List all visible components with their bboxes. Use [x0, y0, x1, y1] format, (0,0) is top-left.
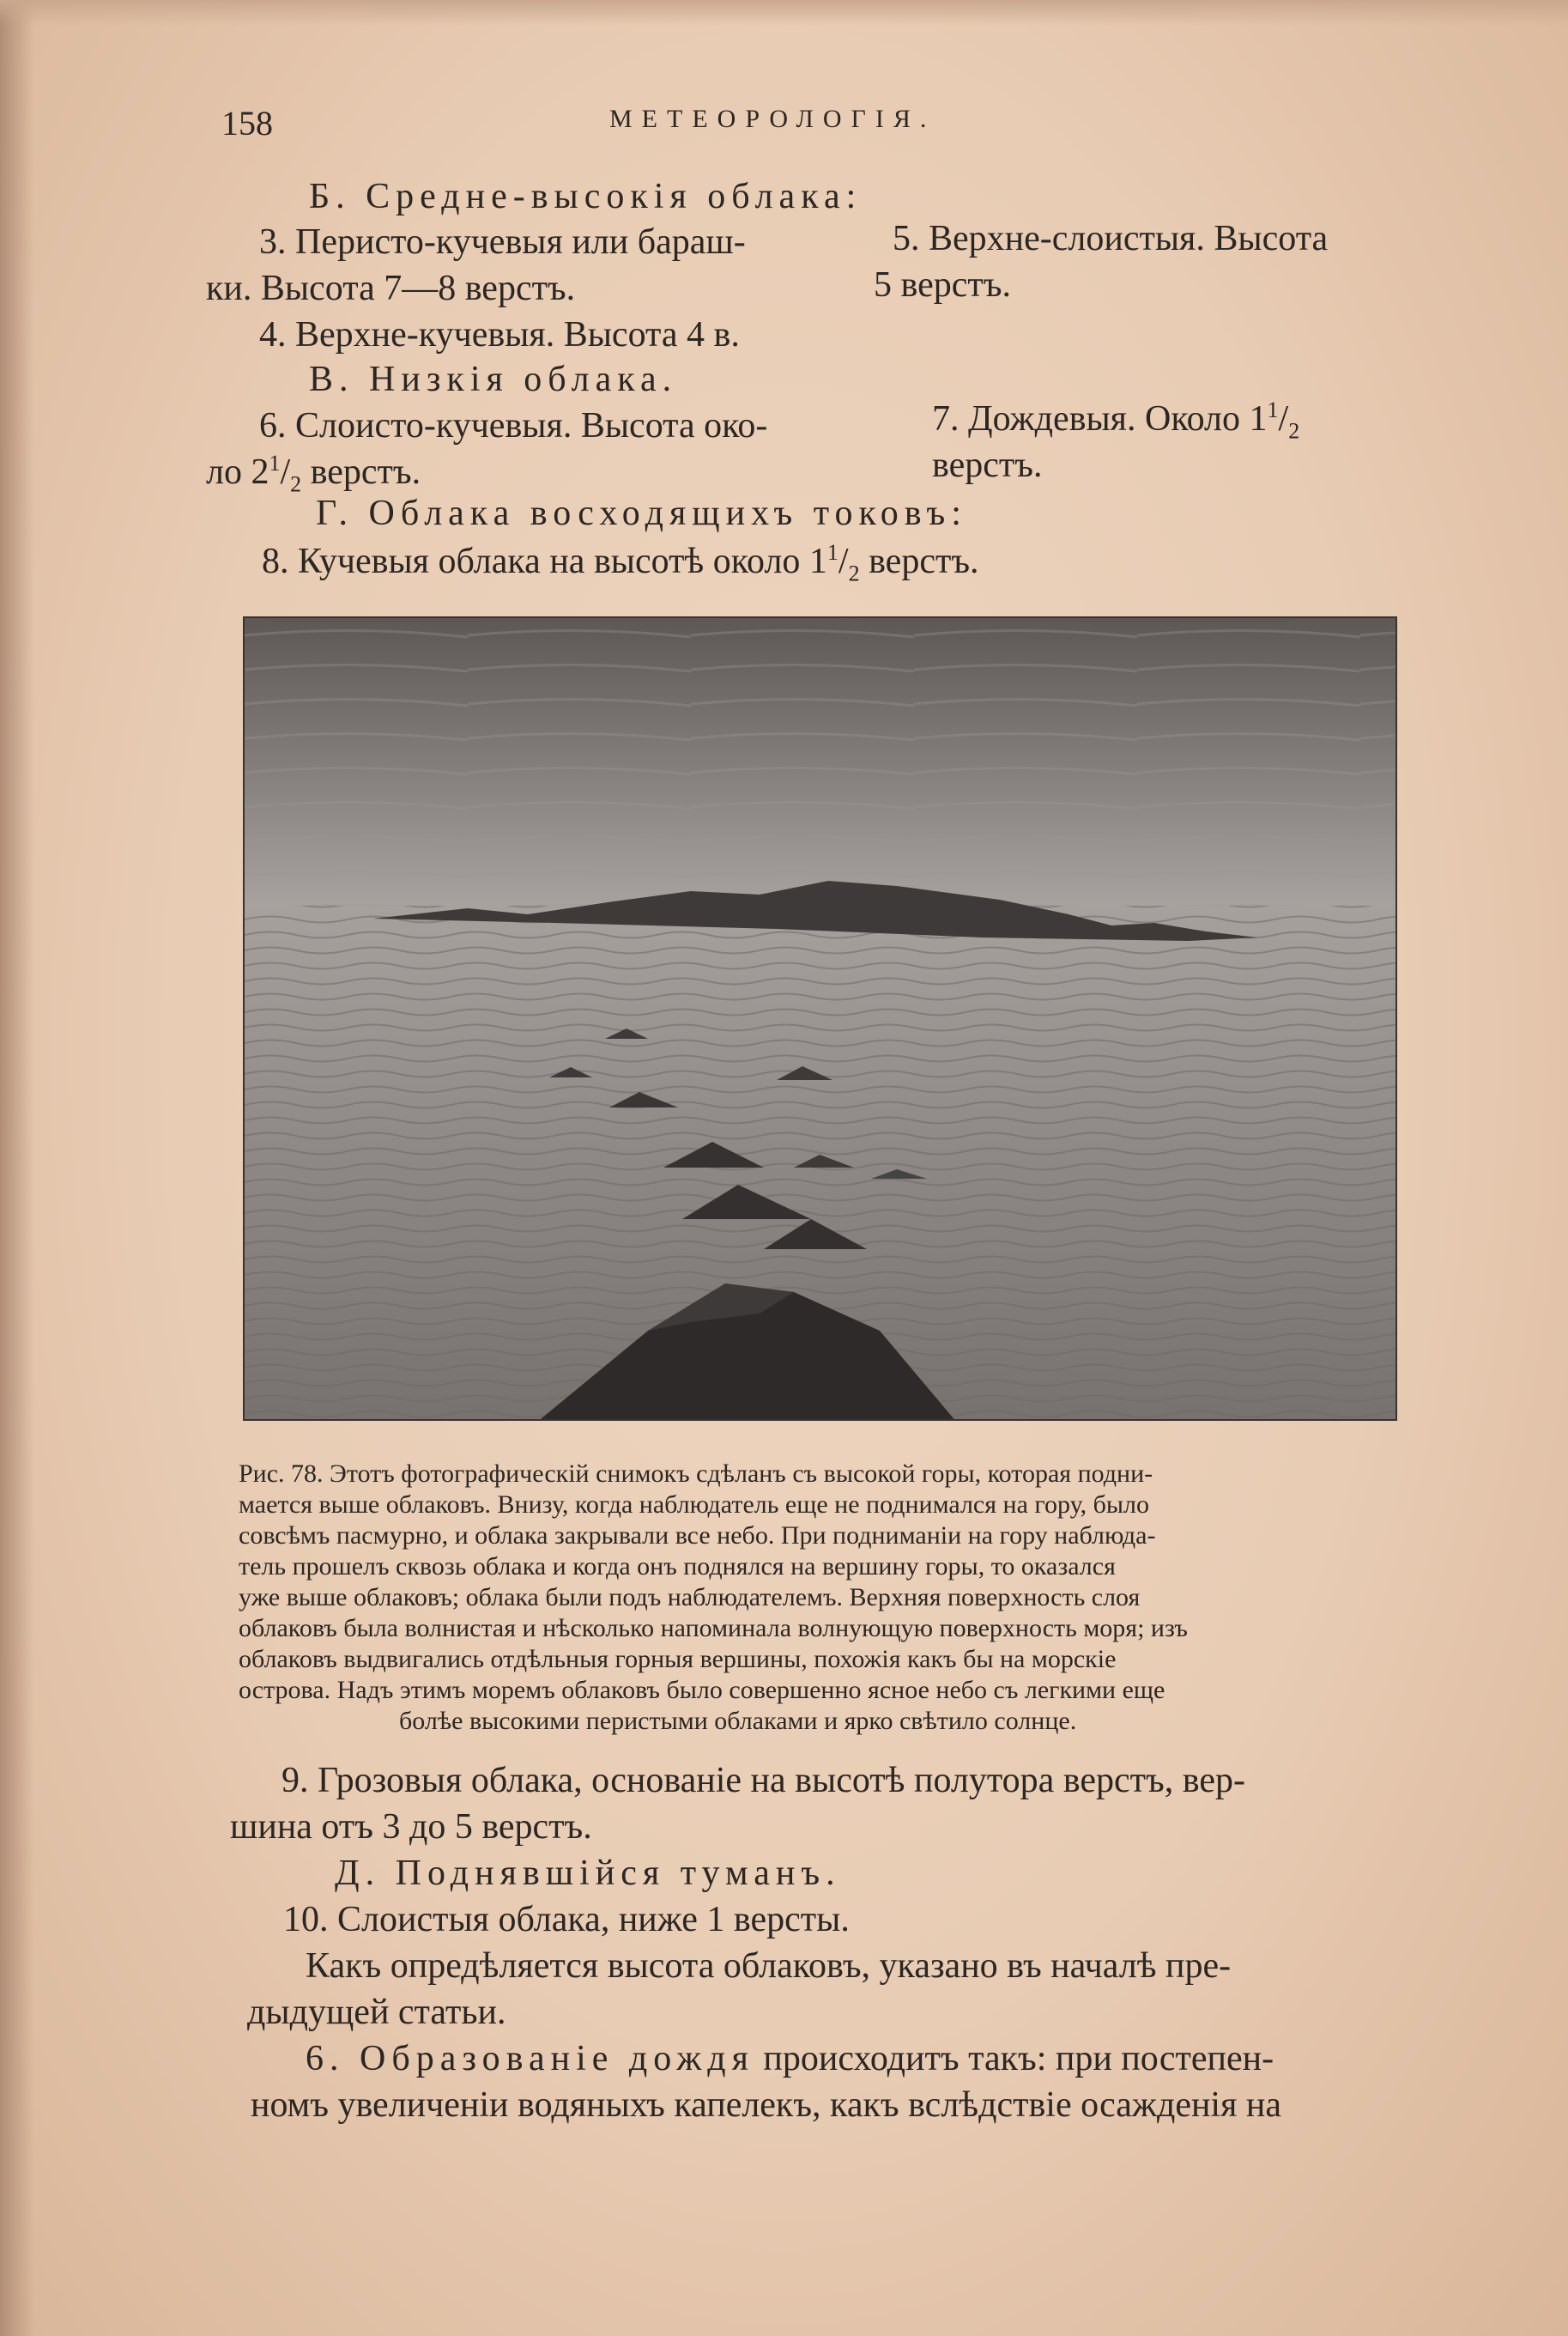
paragraph-1-line-2: дыдущей статьи.: [247, 1993, 506, 2032]
caption-line-2: мается выше облаковъ. Внизу, когда наблюдатель еще не поднимался на гору, было: [239, 1490, 1149, 1519]
caption-line-9: болѣе высокими перистыми облаками и ярко свѣтило солнце.: [399, 1707, 1077, 1735]
section-v-heading: В. Низкiя облака.: [309, 360, 678, 399]
item-6-line-2: ло $2^1/_2$ верстъ.: [206, 451, 421, 497]
item-10: 10. Слоистыя облака, ниже 1 версты.: [283, 1900, 850, 1939]
caption-line-4: тель прошелъ сквозь облака и когда онъ поднялся на вершину горы, то оказался: [239, 1552, 1116, 1581]
item-5-line-1: 5. Верхне-слоистыя. Высота: [893, 219, 1329, 258]
caption-line-8: острова. Надъ этимъ моремъ облаковъ было совершенно ясное небо съ легкими еще: [239, 1676, 1165, 1704]
section-d-heading: Д. Поднявшiйся туманъ.: [335, 1854, 841, 1893]
caption-line-6: облаковъ была волнистая и нѣсколько напоминала волнующую поверхность моря; изъ: [239, 1614, 1188, 1642]
item-5-line-2: 5 верстъ.: [874, 265, 1011, 305]
item-6-line-1: 6. Слоисто-кучевыя. Высота око-: [259, 406, 768, 446]
item-3-line-2: ки. Высота 7—8 верстъ.: [206, 269, 576, 308]
cloud-sea-photograph: [243, 616, 1397, 1421]
caption-line-7: облаковъ выдвигались отдѣльныя горныя вершины, похожiя какъ бы на морскiе: [239, 1645, 1117, 1673]
section-g-heading: Г. Облака восходящихъ токовъ:: [316, 494, 967, 533]
caption-line-5: уже выше облаковъ; облака были подъ наблюдателемъ. Верхняя поверхность слоя: [239, 1583, 1141, 1611]
item-7-line-2: верстъ.: [932, 446, 1043, 485]
paragraph-1-line-1: Какъ опредѣляется высота облаковъ, указано въ началѣ пре-: [306, 1946, 1232, 1986]
paragraph-2-line-1: 6. Образованiе дождя происходитъ такъ: при постепен-: [306, 2039, 1274, 2078]
caption-line-3: совсѣмъ пасмурно, и облака закрывали все небо. При подниманiи на гору наблюда-: [239, 1521, 1156, 1550]
item-8: 8. Кучевыя облака на высотѣ около $1^1/_2$ верстъ.: [262, 540, 979, 586]
paragraph-2-line-2: номъ увеличенiи водяныхъ капелекъ, какъ вслѣдствiе осажденiя на: [251, 2085, 1282, 2125]
item-9-line-2: шина отъ 3 до 5 верстъ.: [230, 1807, 592, 1847]
item-3-line-1: 3. Перисто-кучевыя или бараш-: [259, 222, 746, 262]
section-b-heading: Б. Средне-высокiя облака:: [309, 177, 863, 216]
caption-line-1: Рис. 78. Этотъ фотографическiй снимокъ сдѣланъ съ высокой горы, которая подни-: [239, 1459, 1153, 1488]
item-4: 4. Верхне-кучевыя. Высота 4 в.: [259, 315, 740, 355]
page-number: 158: [221, 104, 273, 143]
page-top-shadow: [0, 0, 1568, 26]
item-7-line-1: 7. Дождевыя. Около $1^1/_2$: [932, 397, 1300, 444]
running-title: МЕТЕОРОЛОГIЯ.: [609, 105, 936, 133]
item-9-line-1: 9. Грозовыя облака, основанiе на высотѣ полутора верстъ, вер-: [282, 1761, 1245, 1800]
page-edge-shadow: [0, 0, 34, 2336]
